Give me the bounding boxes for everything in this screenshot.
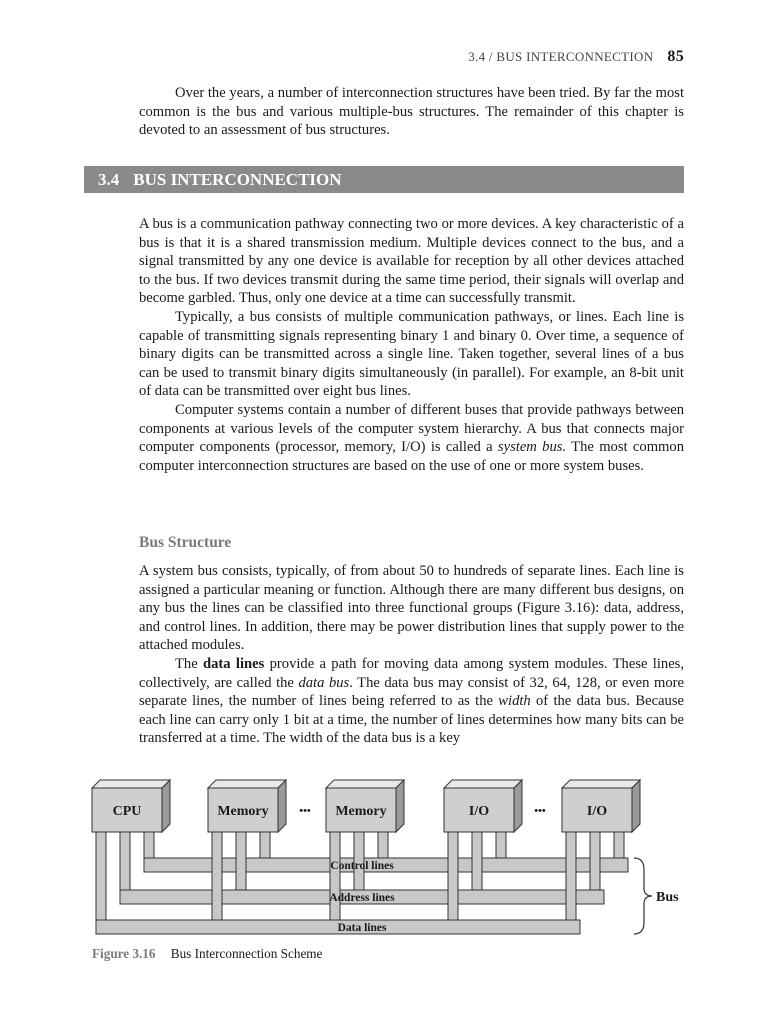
data-lines-label: Data lines — [337, 922, 387, 934]
module-label-memory-1: Memory — [217, 804, 269, 819]
paragraph-bus-structure: A system bus consists, typically, of from about 50 to hundreds of separate lines. Each line is assigned a particular meaning or function. Although there are many different bus designs, on any bus the lines can be classified into three functional groups (Figure 3.16): data, address, and control lines. In addition, there may be power distribution lines that supply power to the attached modules. — [139, 563, 684, 654]
ellipsis-io: ••• — [534, 805, 546, 817]
term-width: width — [498, 693, 531, 710]
text-run: The — [175, 655, 204, 672]
running-head-section: 3.4 / BUS INTERCONNECTION — [468, 49, 654, 64]
term-system-bus: system bus. — [497, 439, 567, 456]
text-run: Computer systems contain a number of different buses that provide pathways between components at various levels of the computer system hierarchy. A bus that connects major computer components (processor, memory, I/O) is called a — [139, 401, 684, 456]
control-lines-label: Control lines — [330, 860, 394, 872]
bus-label: Bus — [656, 890, 679, 905]
paragraph-data-lines — [139, 655, 684, 748]
section-body — [139, 215, 684, 475]
bus-brace — [634, 858, 652, 934]
page-number: 85 — [667, 48, 684, 65]
figure-caption-text: Bus Interconnection Scheme — [170, 946, 323, 961]
module-label-memory-2: Memory — [335, 804, 387, 819]
section-heading — [84, 166, 684, 193]
module-label-io-1: I/O — [468, 804, 490, 819]
intro-paragraph-block — [139, 84, 684, 140]
running-head — [468, 48, 684, 66]
subsection-heading: Bus Structure — [139, 534, 232, 551]
term-data-lines: data lines — [203, 655, 265, 672]
paragraph-system-bus — [139, 401, 684, 475]
bus-interconnection-diagram — [0, 770, 768, 940]
subsection-body — [139, 562, 684, 748]
figure-caption — [92, 946, 322, 962]
text-run: of the data bus. Because each line can carry only 1 bit at a time, the number of lines determines how many bits can be transferred at a time. The width of the data bus is a key — [139, 693, 685, 747]
section-title: BUS INTERCONNECTION — [133, 169, 342, 189]
module-label-cpu: CPU — [112, 804, 142, 819]
term-data-bus: data bus — [298, 674, 350, 691]
text-run: . The data bus may consist of 32, 64, 128, or even more separate lines, the number of lines being referred to as the — [139, 674, 684, 710]
paragraph-bus-lines: Typically, a bus consists of multiple communication pathways, or lines. Each line is capable of transmitting signals representing binary 1 and binary 0. Over time, a sequence of binary digits can be transmitted across a single line. Taken together, several lines of a bus can be used to transmit binary digits simultaneously (in parallel). For example, an 8-bit unit of data can be transmitted over eight bus lines. — [139, 308, 684, 400]
module-label-io-2: I/O — [586, 804, 608, 819]
section-number: 3.4 — [98, 169, 120, 189]
text-run: provide a path for moving data among system modules. These lines, collectively, are called the — [139, 655, 685, 691]
address-lines-label: Address lines — [329, 892, 395, 904]
figure-number: Figure 3.16 — [92, 946, 156, 961]
paragraph-bus-definition: A bus is a communication pathway connecting two or more devices. A key characteristic of a bus is that it is a shared transmission medium. Multiple devices connect to the bus, and a signal transmitted by any one device is available for reception by all other devices attached to the bus. If two devices transmit during the same time period, their signals will overlap and become garbled. Thus, only one device at a time can successfully transmit. — [139, 216, 684, 307]
intro-paragraph: Over the years, a number of interconnection structures have been tried. By far the most common is the bus and various multiple-bus structures. The remainder of this chapter is devoted to an assessment of bus structures. — [139, 85, 684, 139]
ellipsis-memory: ••• — [299, 805, 311, 817]
text-run: The most common computer interconnection structures are based on the use of one or more system buses. — [139, 439, 684, 474]
